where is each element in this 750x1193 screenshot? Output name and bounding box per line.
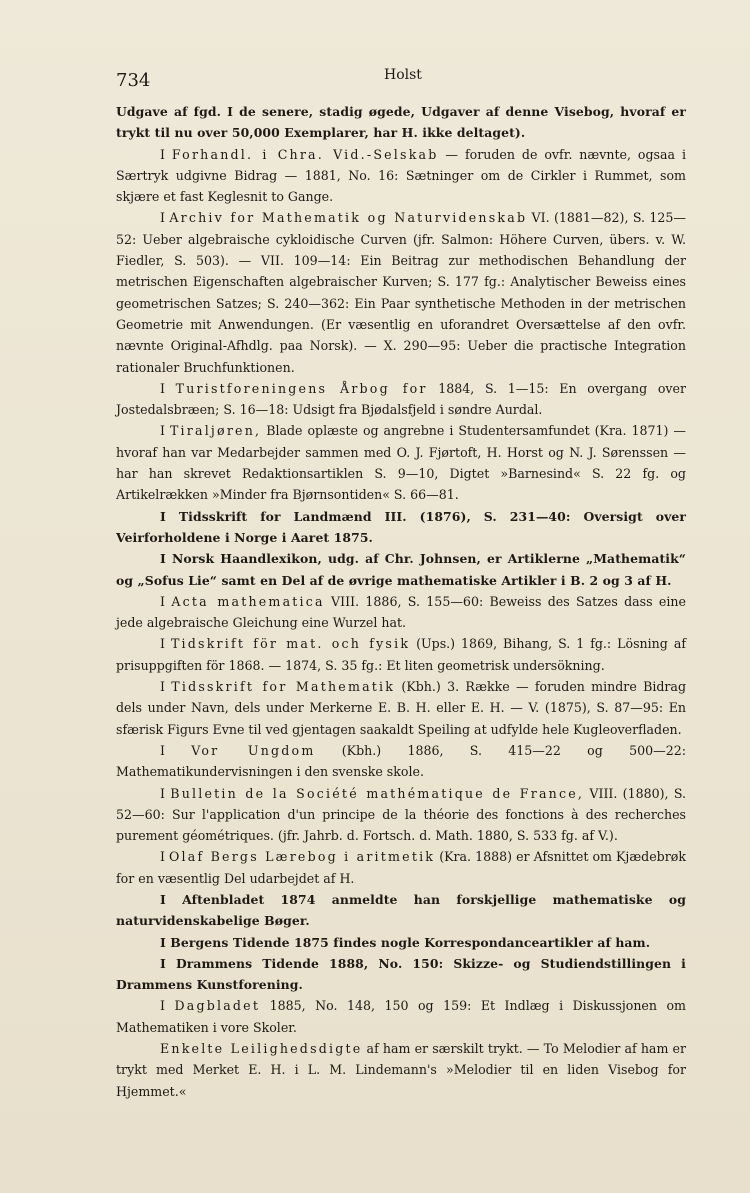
spaced-title: Tidskrift för mat. och fysik bbox=[170, 636, 411, 652]
paragraph-10: I Tidsskrift for Mathematik (Kbh.) 3. Række — foruden mindre Bidrag dels under Navn, dels under Merkerne E. B. H. eller E. H. — V. (1875), S. 87—95: En sfærisk Figurs Evne til ved gjentagen saakaldt Speiling at udfylde hele Kugleoverfladen. bbox=[116, 679, 686, 737]
paragraph-15: I Bergens Tidende 1875 findes nogle Korrespondanceartikler af ham. bbox=[160, 934, 651, 950]
paragraph-9: I Tidskrift för mat. och fysik (Ups.) 1869, Bihang, S. 1 fg.: Lösning af prisuppgiften för 1868. — 1874, S. 35 fg.: Et liten geometrisk undersökning. bbox=[116, 636, 686, 673]
paragraph-16: I Drammens Tidende 1888, No. 150: Skizze- og Studiendstillingen i Drammens Kunstforening. bbox=[116, 955, 686, 993]
paragraph-6: I Tidsskrift for Landmænd III. (1876), S. 231—40: Oversigt over Veirforholdene i Norge i Aaret 1875. bbox=[116, 508, 686, 545]
paragraph-5: I Tiraljøren, Blade oplæste og angrebne i Studentersamfundet (Kra. 1871) — hvoraf han var Medarbejder sammen med O. J. Fjørtoft, H. Horst og N. J. Sørenssen — har han skrevet Redaktionsartiklen S. 9—10, Digtet »Barnesind« S. 22 fg. og Artikelrækken »Minder fra Bjørnsontiden« S. 66—81. bbox=[116, 423, 686, 503]
spaced-title: Tiraljøren, bbox=[169, 423, 262, 439]
paragraph-7: I Norsk Haandlexikon, udg. af Chr. Johnsen, er Artiklerne „Mathematik“ og „Sofus Lie“ samt en Del af de øvrige mathematiske Artikler i B. 2 og 3 af H. bbox=[116, 551, 686, 588]
page-header bbox=[116, 66, 676, 96]
spaced-title: Acta mathematica bbox=[171, 593, 325, 609]
spaced-title: Bulletin de la Société mathématique de France, bbox=[170, 785, 585, 801]
paragraph-13: I Olaf Bergs Lærebog i aritmetik (Kra. 1888) er Afsnittet om Kjædebrøk for en væsentlig Del udarbejdet af H. bbox=[116, 849, 686, 886]
paragraph-3: I Archiv for Mathematik og Naturvidenskab VI. (1881—82), S. 125—52: Ueber algebraische cykloidische Curven (jfr. Salmon: Höhere Curven, übers. v. W. Fiedler, S. 503). — VII. 109—14: Ein Beitrag zur methodischen Behandlung der metrischen Eigenschaften algebraischer Kurven; S. 177 fg.: Analytischer Beweiss eines geometrischen Satzes; S. 240—362: Ein Paar synthetische Methoden in der metrischen Geometrie mit Anwendungen. (Er væsentlig en uforandret Oversættelse af den ovfr. nævnte Original-Afhdlg. paa Norsk). — X. 290—95: Ueber die practische Integration rationaler Bruchfunktionen. bbox=[116, 210, 686, 375]
paragraph-14: I Aftenbladet 1874 anmeldte han forskjellige mathematiske og naturvidenskabelige Bøger. bbox=[116, 891, 686, 929]
spaced-title: Enkelte Leilighedsdigte bbox=[160, 1041, 363, 1057]
paragraph-8: I Acta mathematica VIII. 1886, S. 155—60: Beweiss des Satzes dass eine jede algebraische Gleichung eine Wurzel hat. bbox=[116, 593, 686, 631]
spaced-title: Dagbladet bbox=[174, 998, 261, 1014]
spaced-title: Vor Ungdom bbox=[191, 742, 316, 758]
spaced-title: Forhandl. i Chra. Vid.-Selskab bbox=[171, 146, 439, 162]
spaced-title: Olaf Bergs Lærebog i aritmetik bbox=[169, 849, 436, 865]
running-title: Holst bbox=[384, 67, 422, 83]
paragraph-18: Enkelte Leilighedsdigte af ham er særskilt trykt. — To Melodier af ham er trykt med Merket E. H. i L. M. Lindemann's »Melodier til en liden Visebog for Hjemmet.« bbox=[116, 1041, 687, 1099]
paragraph-11: I Vor Ungdom (Kbh.) 1886, S. 415—22 og 500—22: Mathematikundervisningen i den svenske skole. bbox=[116, 742, 686, 780]
paragraph-2: I Forhandl. i Chra. Vid.-Selskab — foruden de ovfr. nævnte, ogsaa i Særtryk udgivne Bidrag — 1881, No. 16: Sætninger om de Cirkler i Rummet, som skjære et fast Keglesnit to Gange. bbox=[116, 146, 686, 205]
page-number: 734 bbox=[116, 70, 151, 91]
paragraph-12: I Bulletin de la Société mathématique de France, VIII. (1880), S. 52—60: Sur l'application d'un principe de la théorie des fonctions à des recherches purement géométriques. (jfr. Jahrb. d. Fortsch. d. Math. 1880, S. 533 fg. af V.). bbox=[116, 785, 687, 844]
spaced-title: Tidsskrift for Mathematik bbox=[171, 679, 396, 695]
page-body bbox=[116, 101, 686, 1102]
spaced-title: Turistforeningens Årbog for bbox=[175, 380, 428, 396]
paragraph-17: I Dagbladet 1885, No. 148, 150 og 159: Et Indlæg i Diskussjonen om Mathematiken i vore Skoler. bbox=[116, 998, 686, 1035]
spaced-title: Archiv for Mathematik og Naturvidenskab bbox=[169, 210, 528, 226]
paragraph-1: Udgave af fgd. I de senere, stadig øgede, Udgaver af denne Visebog, hvoraf er trykt til nu over 50,000 Exemplarer, har H. ikke deltaget). bbox=[116, 104, 686, 141]
paragraph-4: I Turistforeningens Årbog for 1884, S. 1—15: En overgang over Jostedalsbræen; S. 16—18: Udsigt fra Bjødalsfjeld i søndre Aurdal. bbox=[116, 380, 686, 418]
